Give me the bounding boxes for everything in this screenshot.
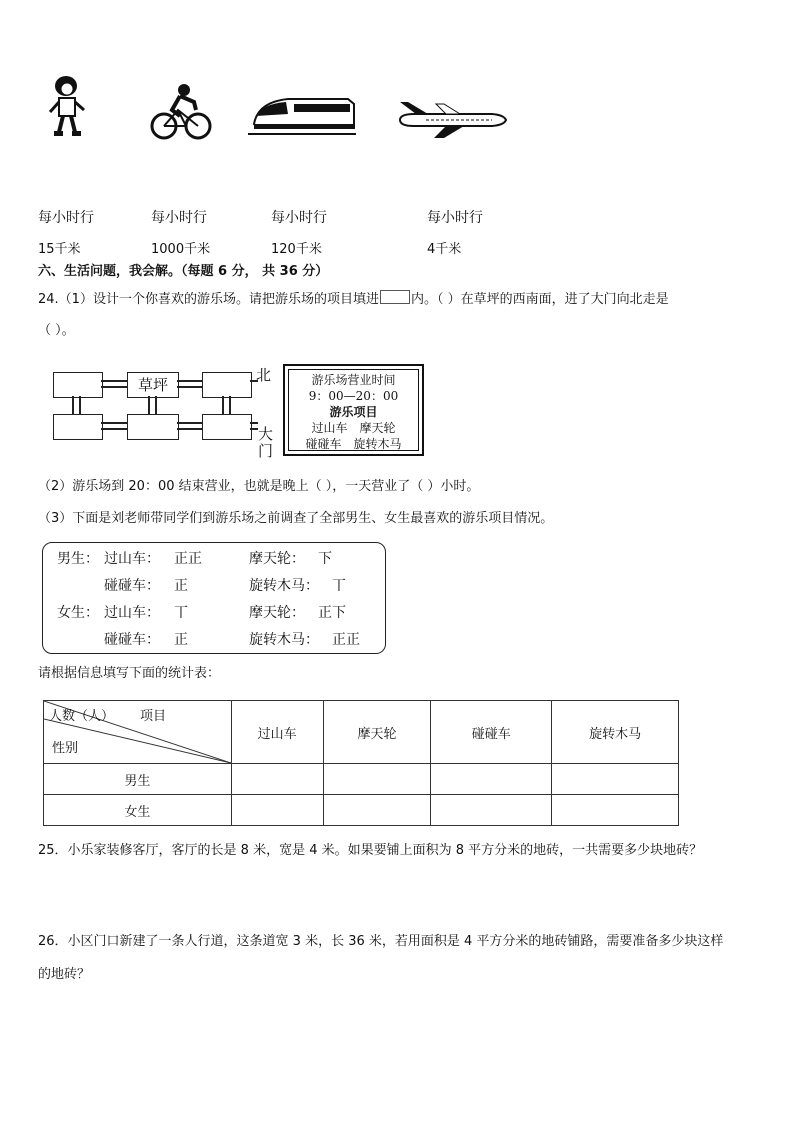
table-header-row [44,701,679,764]
answer-cell[interactable] [231,795,323,826]
airplane-icon [396,100,508,140]
survey-item: 过山车： [104,551,160,567]
answer-cell[interactable] [431,795,552,826]
q24-part1-line1 [38,290,669,309]
answer-cell[interactable] [323,795,431,826]
answer-cell[interactable] [431,764,552,795]
map-path [155,396,157,414]
girls-label: 女生： [57,605,99,621]
map-slot [202,372,252,398]
q24-part1-text-b: 内。（ ）在草坪的西南面，进了大门向北走是 [410,292,669,307]
map-path [250,422,258,424]
column-header: 旋转木马 [552,701,679,764]
survey-item: 碰碰车： [104,632,160,648]
speed-label: 每小时行 [38,210,94,226]
boys-label: 男生： [57,551,99,567]
speed-label: 每小时行 [151,210,207,226]
survey-item: 旋转木马： [249,578,319,594]
survey-tally: 正正 [332,632,360,648]
cyclist-icon [150,82,212,140]
map-path [79,396,81,414]
statistics-table [43,700,679,826]
column-header: 摩天轮 [323,701,431,764]
q26-line1: 26．小区门口新建了一条人行道，这条道宽 3 米，长 36 米，若用面积是 4 平方分米的地砖铺路，需要准备多少块这样 [38,934,724,949]
map-slot [53,414,103,440]
map-path [177,380,202,382]
speed-value: 1000千米 [151,242,211,257]
row-header: 女生 [44,795,232,826]
map-path [177,422,202,424]
blank-box [380,290,410,304]
q24-part1-text-a: 24.（1）设计一个你喜欢的游乐场。请把游乐场的项目填进 [38,292,379,307]
q25-text: 25．小乐家装修客厅，客厅的长是 8 米，宽是 4 米。如果要铺上面积为 8 平方分米的地砖，一共需要多少块地砖？ [38,843,703,858]
survey-tally: 正 [174,578,188,594]
map-slot [127,414,179,440]
table-row [44,764,679,795]
speed-label: 每小时行 [427,210,483,226]
table-intro: 请根据信息填写下面的统计表： [38,666,221,681]
survey-tally: 正 [174,632,188,648]
column-header: 碰碰车 [431,701,552,764]
map-path [177,428,202,430]
map-path [101,422,127,424]
survey-tally: 正下 [318,605,346,621]
rides-row: 过山车 摩天轮 [311,421,396,435]
map-slot [202,414,252,440]
map-slot [53,372,103,398]
table-row [44,795,679,826]
survey-box [42,542,386,654]
opening-hours-sign [283,364,424,456]
corner-item-label: 项目 [140,709,167,724]
section-heading: 六、生活问题，我会解。（每题 6 分， 共 36 分） [38,264,329,279]
survey-item: 摩天轮： [249,551,305,567]
lawn-box: 草坪 [127,372,179,398]
map-path [101,428,127,430]
survey-tally: 正正 [174,551,202,567]
gate-label-1: 大 [258,425,274,443]
map-path [177,386,202,388]
survey-tally: 下 [318,551,332,567]
answer-cell[interactable] [552,795,679,826]
speed-value: 4千米 [427,242,462,257]
map-path [101,386,127,388]
survey-item: 旋转木马： [249,632,319,648]
survey-item: 摩天轮： [249,605,305,621]
girl-walking-icon [46,74,88,138]
map-path [72,396,74,414]
speed-value: 120千米 [271,242,322,257]
map-path [250,428,258,430]
corner-count-label: 人数（人） [49,709,115,724]
map-path [148,396,150,414]
hours-time: 9：00—20：00 [308,389,399,403]
hours-title: 游乐场营业时间 [311,373,396,387]
survey-tally: 丅 [174,605,188,621]
answer-cell[interactable] [323,764,431,795]
rides-title: 游乐项目 [329,405,378,419]
q24-part1-line2: （ ）。 [38,323,75,338]
survey-item: 过山车： [104,605,160,621]
survey-tally: 丅 [332,578,346,594]
corner-gender-label: 性别 [52,741,79,756]
table-corner-cell [44,701,232,764]
q24-part2: （2）游乐场到 20：00 结束营业，也就是晚上（ ），一天营业了（ ）小时。 [38,479,480,494]
rides-row: 碰碰车 旋转木马 [305,437,402,451]
speed-label: 每小时行 [271,210,327,226]
q24-part3: （3）下面是刘老师带同学们到游乐场之前调查了全部男生、女生最喜欢的游乐项目情况。 [38,511,554,526]
gate-label-2: 门 [258,442,274,460]
map-path [229,396,231,414]
high-speed-train-icon [248,94,358,136]
column-header: 过山车 [231,701,323,764]
map-path [101,380,127,382]
q26-line2: 的地砖？ [38,967,91,982]
row-header: 男生 [44,764,232,795]
north-label: 北 [256,366,272,384]
speed-value: 15千米 [38,242,81,257]
survey-item: 碰碰车： [104,578,160,594]
answer-cell[interactable] [552,764,679,795]
map-path [222,396,224,414]
answer-cell[interactable] [231,764,323,795]
